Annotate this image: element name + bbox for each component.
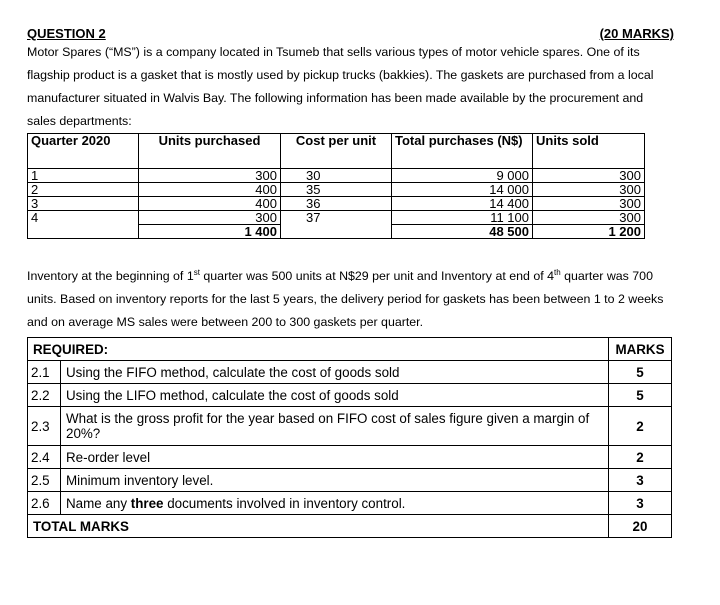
total-units-purchased: 1 400 (139, 225, 281, 239)
total-quarter (28, 225, 139, 239)
required-table (27, 337, 672, 538)
cell-quarter: 4 (28, 211, 139, 225)
item-text-post: documents involved in inventory control. (163, 495, 406, 511)
cell-cost-per-unit: 30 (281, 169, 392, 183)
intro-paragraph: Motor Spares (“MS”) is a company located in Tsumeb that sells various types of motor vehicle spares. One of its flagship product is a gasket that is mostly used by pickup trucks (bakkies). The gaskets are purchased from a local manufacturer situated in Walvis Bay. The following information has been made available by the procurement and sales departments: (27, 45, 654, 128)
cell-quarter: 1 (28, 169, 139, 183)
inventory-paragraph (27, 265, 674, 334)
table-row (28, 211, 645, 225)
item-number: 2.5 (28, 469, 61, 492)
totals-row (28, 225, 645, 239)
cell-units-sold: 300 (533, 183, 645, 197)
total-purchases: 48 500 (392, 225, 533, 239)
total-cost-per-unit (281, 225, 392, 239)
item-text: Minimum inventory level. (61, 469, 609, 492)
cell-cost-per-unit: 37 (281, 211, 392, 225)
item-marks: 2 (609, 407, 672, 446)
required-row (28, 361, 672, 384)
cell-total-purchases: 9 000 (392, 169, 533, 183)
cell-quarter: 2 (28, 183, 139, 197)
required-row (28, 446, 672, 469)
item-number: 2.3 (28, 407, 61, 446)
total-label: TOTAL MARKS (28, 515, 609, 538)
table-row (28, 183, 645, 197)
cell-total-purchases: 11 100 (392, 211, 533, 225)
header-total-purchases: Total purchases (N$) (392, 134, 533, 169)
cell-units-purchased: 400 (139, 183, 281, 197)
table-row (28, 169, 645, 183)
required-row (28, 407, 672, 446)
item-text-bold: three (130, 495, 164, 511)
total-row (28, 515, 672, 538)
header-quarter: Quarter 2020 (28, 134, 139, 169)
cell-total-purchases: 14 000 (392, 183, 533, 197)
required-row (28, 492, 672, 515)
item-text: Re-order level (61, 446, 609, 469)
table-header-row (28, 134, 645, 169)
purchases-table (27, 133, 645, 239)
cell-units-purchased: 300 (139, 169, 281, 183)
required-header: REQUIRED: (28, 338, 609, 361)
item-text (61, 492, 609, 515)
required-header-row (28, 338, 672, 361)
item-marks: 5 (609, 361, 672, 384)
question-title: QUESTION 2 (27, 26, 106, 41)
required-row (28, 384, 672, 407)
item-text-pre: Name any (66, 495, 131, 511)
header-units-purchased: Units purchased (139, 134, 281, 169)
item-number: 2.1 (28, 361, 61, 384)
item-number: 2.4 (28, 446, 61, 469)
header-units-sold: Units sold (533, 134, 645, 169)
item-text: Using the LIFO method, calculate the cost of goods sold (61, 384, 609, 407)
question-page (27, 27, 674, 538)
para-sup-2: th (554, 267, 561, 277)
item-text: Using the FIFO method, calculate the cost of goods sold (61, 361, 609, 384)
item-marks: 3 (609, 492, 672, 515)
item-text: What is the gross profit for the year based on FIFO cost of sales figure given a margin of 20%? (61, 407, 609, 446)
para-sup-1: st (193, 267, 200, 277)
cell-units-sold: 300 (533, 197, 645, 211)
cell-cost-per-unit: 36 (281, 197, 392, 211)
cell-units-sold: 300 (533, 169, 645, 183)
required-row (28, 469, 672, 492)
header-cost-per-unit: Cost per unit (281, 134, 392, 169)
question-heading (27, 27, 674, 41)
para-text-2: quarter was 500 units at N$29 per unit and Inventory at end of 4 (199, 269, 554, 283)
table-row (28, 197, 645, 211)
item-number: 2.2 (28, 384, 61, 407)
para-text-1: Inventory at the beginning of 1 (27, 269, 194, 283)
para-text-3: quarter was 700 units. Based on inventory reports for the last 5 years, the delivery period for gaskets has been between 1 to 2 weeks and on average MS sales were between 200 to 300 gaskets per quarter. (27, 269, 664, 329)
cell-units-purchased: 400 (139, 197, 281, 211)
item-marks: 5 (609, 384, 672, 407)
total-units-sold: 1 200 (533, 225, 645, 239)
total-marks: 20 (609, 515, 672, 538)
cell-cost-per-unit: 35 (281, 183, 392, 197)
cell-units-purchased: 300 (139, 211, 281, 225)
cell-units-sold: 300 (533, 211, 645, 225)
cell-quarter: 3 (28, 197, 139, 211)
item-marks: 3 (609, 469, 672, 492)
cell-total-purchases: 14 400 (392, 197, 533, 211)
marks-header: MARKS (609, 338, 672, 361)
question-marks: (20 MARKS) (599, 26, 674, 41)
item-marks: 2 (609, 446, 672, 469)
item-number: 2.6 (28, 492, 61, 515)
